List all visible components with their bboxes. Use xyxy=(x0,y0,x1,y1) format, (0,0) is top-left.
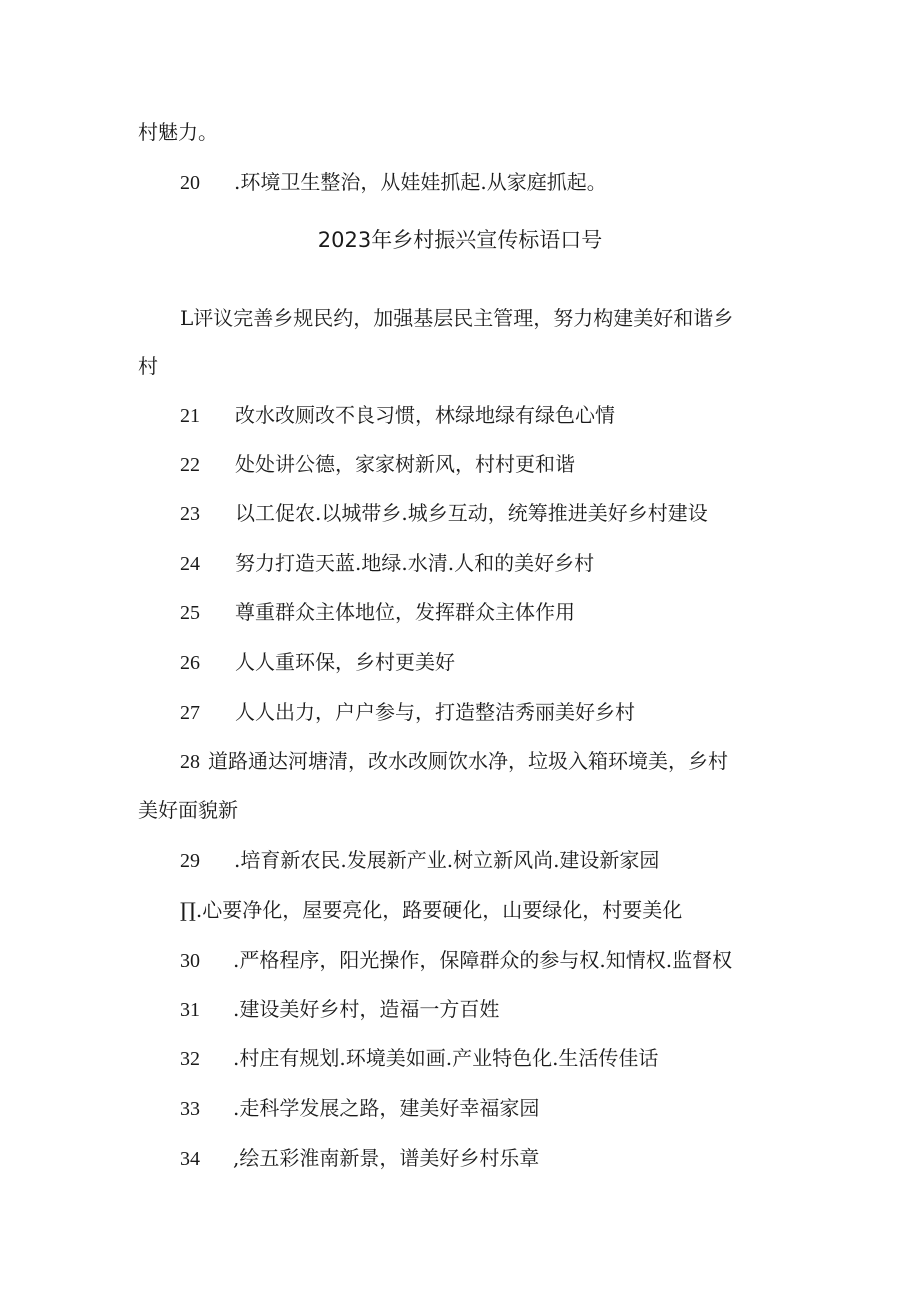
item-number: 34 xyxy=(180,1148,200,1170)
item-number: 32 xyxy=(180,1048,200,1070)
item-text: 改水改厕改不良习惯，林绿地绿有绿色心情 xyxy=(235,403,615,427)
item-number: 30 xyxy=(180,950,200,972)
list-item-24 xyxy=(180,551,594,576)
item-text: .村庄有规划.环境美如画.产业特色化.生活传佳话 xyxy=(233,1046,659,1070)
list-item-28-wrap xyxy=(138,798,238,822)
list-item-27 xyxy=(180,700,635,725)
list-item-22 xyxy=(180,452,575,477)
list-item-26 xyxy=(180,650,455,675)
item-text: 努力打造天蓝.地绿.水清.人和的美好乡村 xyxy=(235,551,595,575)
list-item-30 xyxy=(180,948,732,973)
item-text: 村 xyxy=(138,354,158,378)
item-text: .走科学发展之路，建美好幸福家园 xyxy=(233,1096,540,1120)
item-number: 29 xyxy=(180,850,200,872)
item-number: 27 xyxy=(180,702,200,724)
item-number: 31 xyxy=(180,999,200,1021)
list-item-20 xyxy=(180,170,607,195)
page-title: 2023年乡村振兴宣传标语口号 xyxy=(317,228,603,252)
item-text: ,绘五彩淮南新景，谱美好乡村乐章 xyxy=(233,1146,540,1170)
item-number: 33 xyxy=(180,1098,200,1120)
item-text: 美好面貌新 xyxy=(138,798,238,822)
item-number: 21 xyxy=(180,405,200,427)
list-item-25 xyxy=(180,600,575,625)
item-text: .环境卫生整治，从娃娃抓起.从家庭抓起。 xyxy=(234,170,607,194)
list-item-31 xyxy=(180,997,499,1022)
list-item-23 xyxy=(180,501,708,526)
list-item-l-wrap xyxy=(138,354,158,378)
item-text: 以工促农.以城带乡.城乡互动，统筹推进美好乡村建设 xyxy=(235,501,708,525)
list-item-33 xyxy=(180,1096,539,1121)
paragraph-continuation: 村魅力。 xyxy=(138,120,218,144)
item-text: 人人重环保，乡村更美好 xyxy=(235,650,455,674)
item-text: 道路通达河塘清，改水改厕饮水净，垃圾入箱环境美，乡村 xyxy=(208,749,728,773)
item-text: 处处讲公德，家家树新风，村村更和谐 xyxy=(235,452,575,476)
item-number: 23 xyxy=(180,503,200,525)
list-item-28 xyxy=(180,749,728,774)
item-text: 尊重群众主体地位，发挥群众主体作用 xyxy=(235,600,575,624)
item-number: 25 xyxy=(180,602,200,624)
item-number: 24 xyxy=(180,553,200,575)
item-text: L评议完善乡规民约，加强基层民主管理，努力构建美好和谐乡 xyxy=(180,306,734,330)
list-item-l xyxy=(180,306,733,330)
list-item-34 xyxy=(180,1146,539,1171)
item-number: 26 xyxy=(180,652,200,674)
item-text: .培育新农民.发展新产业.树立新风尚.建设新家园 xyxy=(234,848,660,872)
list-item-32 xyxy=(180,1046,658,1071)
list-item-pi xyxy=(180,898,682,922)
item-number: 20 xyxy=(180,172,200,194)
list-item-21 xyxy=(180,403,615,428)
item-number: 22 xyxy=(180,454,200,476)
item-text: .建设美好乡村，造福一方百姓 xyxy=(233,997,500,1021)
list-item-29 xyxy=(180,848,659,873)
item-text: ∏.心要净化，屋要亮化，路要硬化，山要绿化，村要美化 xyxy=(180,898,683,922)
item-text: .严格程序，阳光操作，保障群众的参与权.知情权.监督权 xyxy=(233,948,733,972)
item-number: 28 xyxy=(180,751,200,773)
item-text: 人人出力，户户参与，打造整洁秀丽美好乡村 xyxy=(235,700,635,724)
